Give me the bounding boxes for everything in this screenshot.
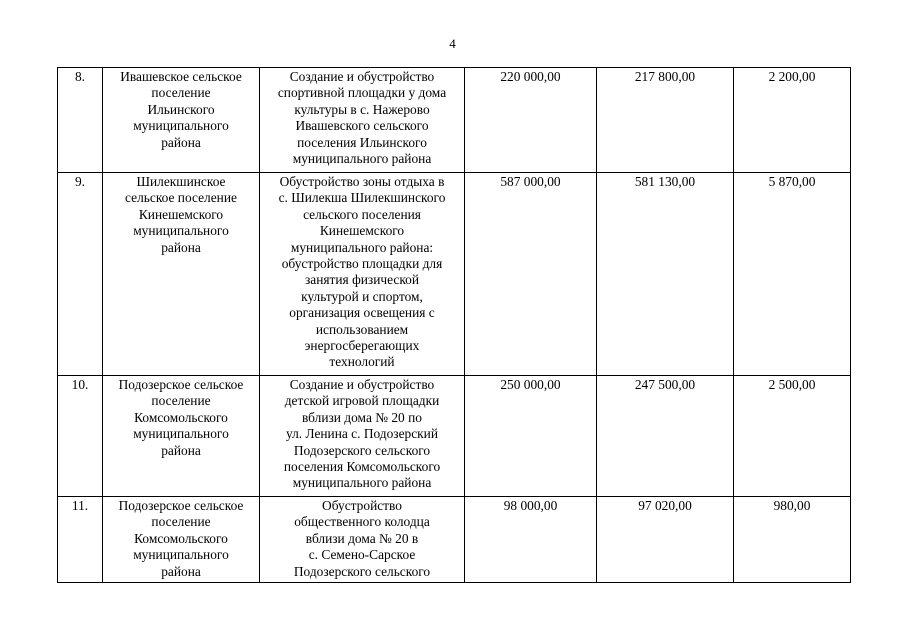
funding-table <box>57 67 851 583</box>
settlement-cell: Подозерское сельское поселение Комсомольского муниципального района <box>103 497 260 583</box>
regional-amount-cell: 97 020,00 <box>597 497 734 583</box>
page-number: 4 <box>449 36 456 51</box>
regional-amount-cell: 217 800,00 <box>597 68 734 173</box>
row-number-cell: 9. <box>58 173 103 376</box>
table-row <box>58 376 851 497</box>
total-amount-cell: 587 000,00 <box>465 173 597 376</box>
project-cell: Создание и обустройство детской игровой площадки вблизи дома № 20 по ул. Ленина с. Подозерский Подозерского сельского поселения Комсомольского муниципального района <box>260 376 465 497</box>
row-number-cell: 10. <box>58 376 103 497</box>
project-cell: Обустройство зоны отдыха в с. Шилекша Шилекшинского сельского поселения Кинешемского муниципального района: обустройство площадки для занятия физической культурой и спортом, организация освещения с использованием энергосберегающих технологий <box>260 173 465 376</box>
row-number-cell: 11. <box>58 497 103 583</box>
regional-amount-cell: 247 500,00 <box>597 376 734 497</box>
total-amount-cell: 220 000,00 <box>465 68 597 173</box>
project-cell: Обустройство общественного колодца вблизи дома № 20 в с. Семено-Сарское Подозерского сельского <box>260 497 465 583</box>
settlement-cell: Ивашевское сельское поселение Ильинского муниципального района <box>103 68 260 173</box>
settlement-cell: Шилекшинское сельское поселение Кинешемского муниципального района <box>103 173 260 376</box>
local-amount-cell: 2 500,00 <box>734 376 851 497</box>
table-row <box>58 497 851 583</box>
row-number-cell: 8. <box>58 68 103 173</box>
local-amount-cell: 5 870,00 <box>734 173 851 376</box>
total-amount-cell: 250 000,00 <box>465 376 597 497</box>
table-row <box>58 68 851 173</box>
settlement-cell: Подозерское сельское поселение Комсомольского муниципального района <box>103 376 260 497</box>
local-amount-cell: 980,00 <box>734 497 851 583</box>
local-amount-cell: 2 200,00 <box>734 68 851 173</box>
regional-amount-cell: 581 130,00 <box>597 173 734 376</box>
project-cell: Создание и обустройство спортивной площадки у дома культуры в с. Нажерово Ивашевского сельского поселения Ильинского муниципального района <box>260 68 465 173</box>
table-row <box>58 173 851 376</box>
total-amount-cell: 98 000,00 <box>465 497 597 583</box>
